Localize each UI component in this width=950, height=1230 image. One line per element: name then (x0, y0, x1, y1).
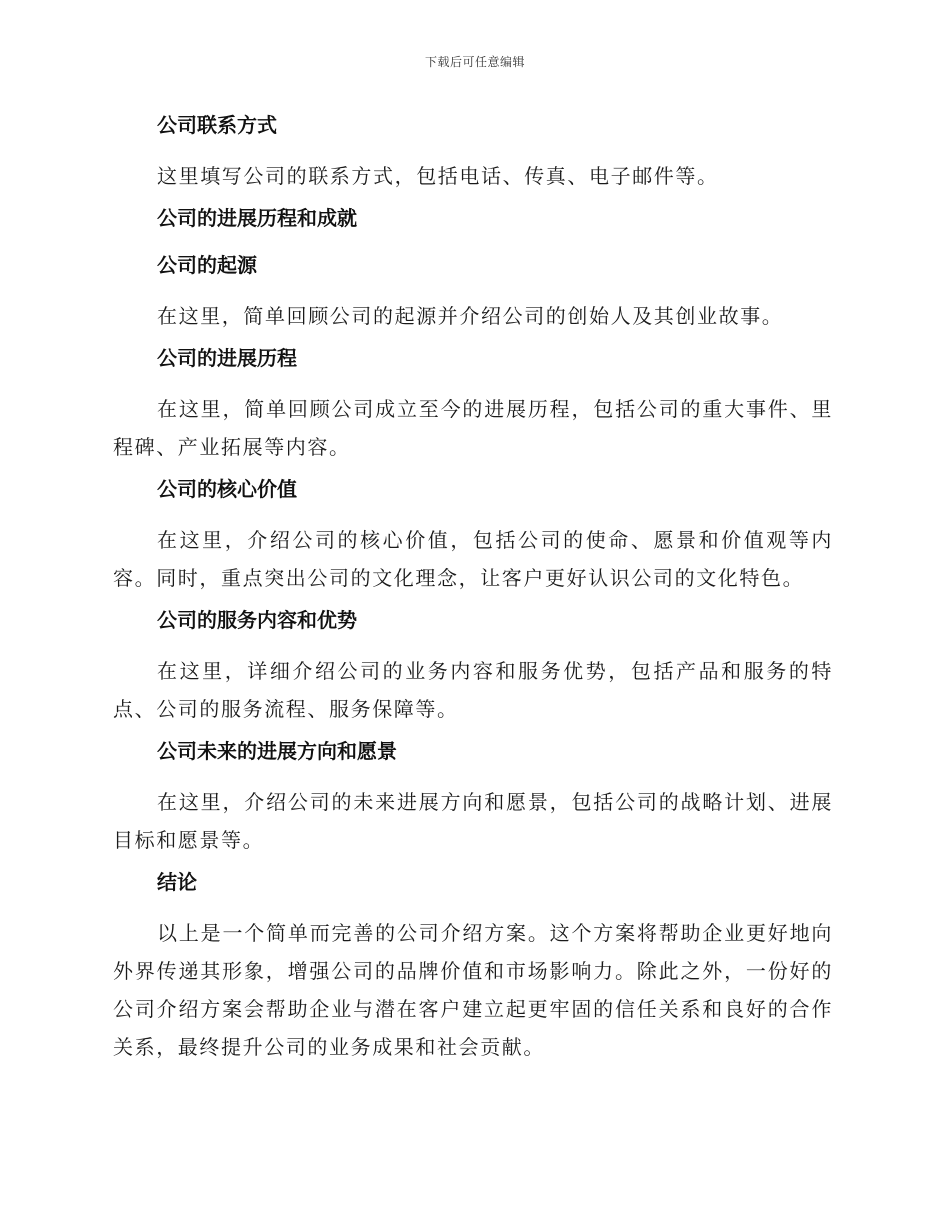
para-core-values: 在这里，介绍公司的核心价值，包括公司的使命、愿景和价值观等内容。同时，重点突出公司的文化理念，让客户更好认识公司的文化特色。 (113, 528, 833, 590)
para-history: 在这里，简单回顾公司成立至今的进展历程，包括公司的重大事件、里程碑、产业拓展等内容。 (113, 397, 833, 459)
heading-history: 公司的进展历程 (157, 346, 297, 370)
document-body (113, 110, 833, 1074)
para-contact: 这里填写公司的联系方式，包括电话、传真、电子邮件等。 (157, 164, 719, 188)
para-services: 在这里，详细介绍公司的业务内容和服务优势，包括产品和服务的特点、公司的服务流程、服务保障等。 (113, 659, 833, 721)
heading-services: 公司的服务内容和优势 (157, 608, 357, 632)
heading-contact: 公司联系方式 (157, 113, 277, 137)
heading-conclusion: 结论 (157, 870, 197, 894)
para-future: 在这里，介绍公司的未来进展方向和愿景，包括公司的战略计划、进展目标和愿景等。 (113, 790, 833, 852)
heading-origin: 公司的起源 (157, 253, 257, 277)
para-conclusion: 以上是一个简单而完善的公司介绍方案。这个方案将帮助企业更好地向外界传递其形象，增强公司的品牌价值和市场影响力。除此之外，一份好的公司介绍方案会帮助企业与潜在客户建立起更牢固的信任关系和良好的合作关系，最终提升公司的业务成果和社会贡献。 (113, 921, 833, 1059)
heading-history-achievements: 公司的进展历程和成就 (157, 206, 357, 230)
para-origin: 在这里，简单回顾公司的起源并介绍公司的创始人及其创业故事。 (157, 304, 784, 328)
heading-core-values: 公司的核心价值 (157, 477, 297, 501)
running-header: 下载后可任意编辑 (424, 55, 525, 69)
heading-future: 公司未来的进展方向和愿景 (157, 739, 397, 763)
